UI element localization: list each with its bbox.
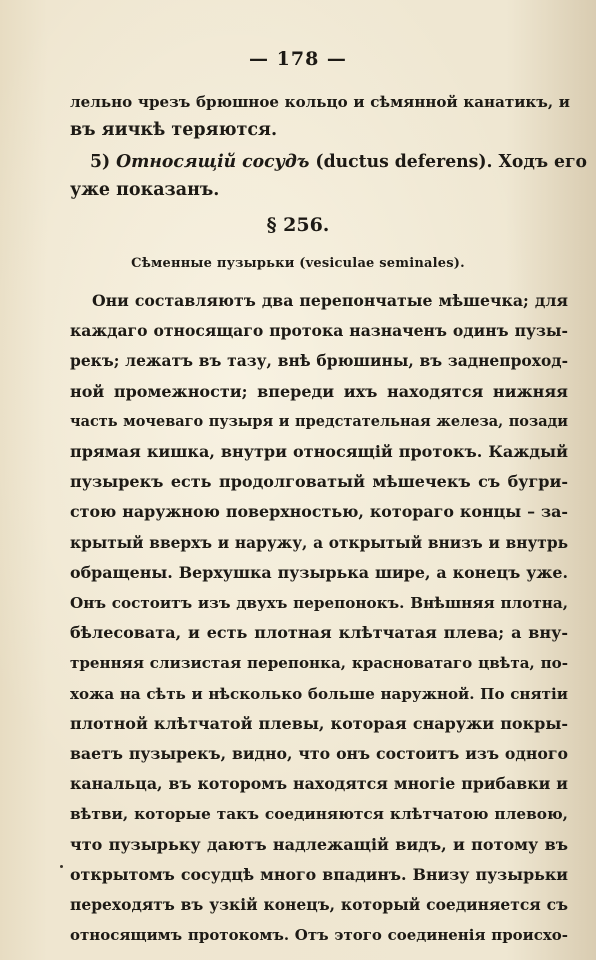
- text-line: стою наружною поверхностью, котораго концы – за-: [70, 502, 568, 522]
- ink-speck: [60, 865, 63, 868]
- continuation-paragraph: [70, 88, 570, 144]
- text-line: хожа на сѣть и нѣсколько больше наружной. По снятіи: [70, 684, 568, 703]
- text-line: пузырекъ есть продолговатый мѣшечекъ съ бугри-: [70, 472, 568, 492]
- text-line: лельно чрезъ брюшное кольцо и сѣмянной канатикъ, и: [70, 93, 570, 111]
- text-line: переходятъ въ узкій конецъ, который соединяется съ: [70, 895, 568, 915]
- text-line: тренняя слизистая перепонка, красноватаго цвѣта, по-: [70, 654, 568, 673]
- page-number: — 178 —: [249, 48, 347, 70]
- item-5-line: [90, 148, 588, 176]
- text-line: открытомъ сосудцѣ много впадинъ. Внизу пузырьки: [70, 864, 568, 884]
- text-line: относящимъ протокомъ. Отъ этого соединенія происхо-: [70, 926, 568, 945]
- text-line: рекъ; лежатъ въ тазу, внѣ брюшины, въ заднепроход-: [70, 351, 568, 371]
- text-line: ваетъ пузырекъ, видно, что онъ состоитъ изъ одного: [70, 744, 568, 764]
- text-line: вѣтви, которые такъ соединяются клѣтчатою плевою,: [70, 805, 568, 824]
- section-subtitle: Сѣменные пузырьки (vesiculae seminales).: [131, 256, 465, 271]
- text-line: ной промежности; впереди ихъ находятся нижняя: [70, 381, 568, 401]
- item-5-latin: (ductus deferens).: [315, 152, 493, 172]
- item-5-continuation: [70, 176, 570, 204]
- section-number: § 256.: [266, 214, 330, 236]
- text-line: Онъ состоитъ изъ двухъ перепонокъ. Внѣшняя плотна,: [70, 594, 568, 613]
- text-line: Они составляютъ два перепончатые мѣшечка; для: [92, 291, 568, 310]
- text-line: бѣлесовата, и есть плотная клѣтчатая плева; а вну-: [70, 623, 568, 643]
- item-5-term: Относящій сосудъ: [116, 152, 310, 172]
- text-line: канальца, въ которомъ находятся многіе прибавки и: [70, 774, 568, 794]
- item-5-paragraph: [70, 148, 588, 176]
- text-line: плотной клѣтчатой плевы, которая снаружи покры-: [70, 713, 568, 733]
- item-5-number: 5): [90, 152, 111, 172]
- text-line: прямая кишка, внутри относящій протокъ. Каждый: [70, 442, 568, 462]
- item-5-rest: Ходъ его: [498, 152, 588, 172]
- text-line: обращены. Верхушка пузырька шире, а конецъ уже.: [70, 562, 568, 582]
- text-line: что пузырьку даютъ надлежащій видъ, и потому въ: [70, 834, 568, 854]
- text-line: часть мочеваго пузыря и предстательная железа, позади: [70, 412, 568, 430]
- text-line: уже показанъ.: [70, 180, 220, 200]
- text-line: въ яичкѣ теряются.: [70, 120, 278, 140]
- text-line: крытый вверхъ и наружу, а открытый внизъ и внутрь: [70, 533, 568, 552]
- text-line: каждаго относящаго протока назначенъ одинъ пузы-: [70, 321, 568, 341]
- body-paragraph: [70, 286, 568, 950]
